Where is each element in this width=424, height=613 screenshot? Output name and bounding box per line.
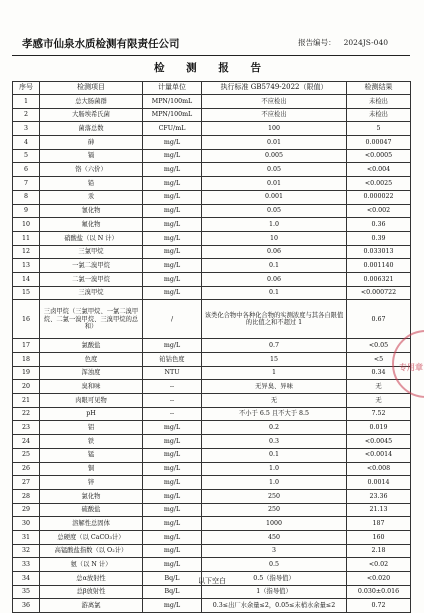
cell-item: 总硬度（以 CaCO₃计） (40, 530, 143, 544)
table-row (13, 122, 411, 136)
report-number-value: 2024JS-040 (343, 38, 388, 47)
cell-unit: mg/L (143, 476, 202, 490)
cell-no: 22 (13, 407, 40, 421)
cell-unit: mg/L (143, 163, 202, 177)
cell-result: 0.0014 (347, 476, 411, 490)
page-title: 检 测 报 告 (154, 62, 270, 74)
cell-unit: mg/L (143, 544, 202, 558)
stamp-text: 专用章 (399, 363, 423, 372)
table-row (13, 272, 411, 286)
cell-no: 20 (13, 380, 40, 394)
cell-standard: 0.005 (202, 149, 347, 163)
cell-unit: mg/L (143, 599, 202, 613)
table-row (13, 558, 411, 572)
cell-unit: mg/L (143, 272, 202, 286)
cell-item: 溶解性总固体 (40, 517, 143, 531)
cell-result: 0.001140 (347, 259, 411, 273)
cell-result: 0.033013 (347, 245, 411, 259)
cell-standard: 0.01 (202, 136, 347, 150)
table-row (13, 163, 411, 177)
table-row (13, 218, 411, 232)
cell-standard: 不应检出 (202, 108, 347, 122)
table-header-row (13, 82, 411, 95)
cell-item: 氨（以 N 计） (40, 558, 143, 572)
cell-result: <0.0025 (347, 177, 411, 191)
cell-standard: 该类化合物中各种化合物的实测浓度与其各自限值的比值之和不超过 1 (202, 300, 347, 339)
cell-standard: 0.06 (202, 245, 347, 259)
cell-result: <0.05 (347, 339, 411, 353)
cell-item: 铝 (40, 421, 143, 435)
table-row (13, 599, 411, 613)
cell-standard: 0.05 (202, 204, 347, 218)
cell-no: 27 (13, 476, 40, 490)
cell-item: 氯化物 (40, 489, 143, 503)
cell-unit: mg/L (143, 435, 202, 449)
cell-standard: 不应检出 (202, 95, 347, 109)
table-body (13, 95, 411, 613)
cell-result: <0.002 (347, 204, 411, 218)
cell-item: 铁 (40, 435, 143, 449)
cell-item: 铬（六价） (40, 163, 143, 177)
table-row (13, 407, 411, 421)
table-row (13, 503, 411, 517)
cell-result: 0.000022 (347, 190, 411, 204)
cell-unit: mg/L (143, 149, 202, 163)
cell-result: 0.00047 (347, 136, 411, 150)
table-row (13, 394, 411, 408)
cell-standard: 0.3≤出厂水余量≤2，0.05≤末梢水余量≤2 (202, 599, 347, 613)
report-number-label: 报告编号： (298, 38, 336, 47)
cell-result: 0.006321 (347, 272, 411, 286)
cell-item: 三卤甲烷（三氯甲烷、一氯二溴甲烷、二氯一溴甲烷、三溴甲烷的总和） (40, 300, 143, 339)
cell-item: pH (40, 407, 143, 421)
table-row (13, 149, 411, 163)
table-row (13, 476, 411, 490)
cell-no: 10 (13, 218, 40, 232)
col-header-no: 序号 (13, 82, 40, 95)
cell-standard: 0.3 (202, 435, 347, 449)
cell-standard: 0.2 (202, 421, 347, 435)
col-header-standard: 执行标准 GB5749-2022（限值） (202, 82, 347, 95)
cell-no: 3 (13, 122, 40, 136)
table-row (13, 108, 411, 122)
cell-item: 臭和味 (40, 380, 143, 394)
report-header (22, 36, 408, 52)
cell-standard: 不小于 6.5 且不大于 8.5 (202, 407, 347, 421)
table-row (13, 489, 411, 503)
cell-unit: mg/L (143, 136, 202, 150)
cell-result: <0.008 (347, 462, 411, 476)
cell-unit: CFU/mL (143, 122, 202, 136)
cell-standard: 1（指导值） (202, 585, 347, 599)
table-row (13, 190, 411, 204)
cell-unit: 铂钴色度 (143, 353, 202, 367)
cell-no: 17 (13, 339, 40, 353)
cell-result: 160 (347, 530, 411, 544)
cell-result: 未检出 (347, 95, 411, 109)
cell-item: 砷 (40, 136, 143, 150)
cell-result: 5 (347, 122, 411, 136)
cell-standard: 450 (202, 530, 347, 544)
table-row (13, 517, 411, 531)
cell-standard: 0.1 (202, 286, 347, 300)
table-row (13, 177, 411, 191)
table-row (13, 136, 411, 150)
table-row (13, 530, 411, 544)
cell-unit: mg/L (143, 259, 202, 273)
cell-standard: 0.01 (202, 177, 347, 191)
table-row (13, 245, 411, 259)
cell-unit: Bq/L (143, 585, 202, 599)
cell-result: <0.02 (347, 558, 411, 572)
cell-unit: mg/L (143, 462, 202, 476)
cell-result: 0.39 (347, 231, 411, 245)
cell-unit: mg/L (143, 190, 202, 204)
cell-unit: mg/L (143, 448, 202, 462)
cell-item: 铅 (40, 177, 143, 191)
cell-no: 36 (13, 599, 40, 613)
cell-unit: mg/L (143, 245, 202, 259)
cell-item: 一氯二溴甲烷 (40, 259, 143, 273)
cell-no: 2 (13, 108, 40, 122)
company-name: 孝感市仙泉水质检测有限责任公司 (22, 38, 180, 50)
table-row (13, 380, 411, 394)
cell-no: 28 (13, 489, 40, 503)
cell-item: 高锰酸盐指数（以 O₂计） (40, 544, 143, 558)
cell-standard: 0.5 (202, 558, 347, 572)
table-row (13, 353, 411, 367)
cell-standard: 1.0 (202, 476, 347, 490)
cell-unit: / (143, 300, 202, 339)
cell-item: 总α放射性 (40, 572, 143, 586)
cell-no: 13 (13, 259, 40, 273)
cell-item: 硝酸盐（以 N 计） (40, 231, 143, 245)
cell-no: 6 (13, 163, 40, 177)
cell-standard: 0.1 (202, 448, 347, 462)
cell-no: 15 (13, 286, 40, 300)
cell-standard: 无 (202, 394, 347, 408)
cell-no: 32 (13, 544, 40, 558)
cell-no: 19 (13, 366, 40, 380)
cell-unit: -- (143, 380, 202, 394)
cell-result: <0.020 (347, 572, 411, 586)
cell-result: <0.000722 (347, 286, 411, 300)
cell-item: 浑浊度 (40, 366, 143, 380)
cell-standard: 0.001 (202, 190, 347, 204)
table-row (13, 286, 411, 300)
cell-unit: mg/L (143, 503, 202, 517)
cell-result: 0.34 (347, 366, 411, 380)
cell-no: 34 (13, 572, 40, 586)
cell-standard: 15 (202, 353, 347, 367)
table-row (13, 231, 411, 245)
cell-result: 无 (347, 380, 411, 394)
report-number (298, 37, 388, 48)
cell-result: 0.67 (347, 300, 411, 339)
cell-result: 23.36 (347, 489, 411, 503)
header-divider (12, 55, 410, 56)
cell-result: 0.36 (347, 218, 411, 232)
cell-unit: mg/L (143, 218, 202, 232)
cell-unit: mg/L (143, 517, 202, 531)
cell-standard: 3 (202, 544, 347, 558)
cell-no: 5 (13, 149, 40, 163)
cell-no: 9 (13, 204, 40, 218)
cell-item: 锌 (40, 476, 143, 490)
cell-unit: -- (143, 407, 202, 421)
cell-no: 25 (13, 448, 40, 462)
results-table (12, 81, 411, 613)
cell-standard: 250 (202, 503, 347, 517)
cell-unit: -- (143, 394, 202, 408)
cell-no: 24 (13, 435, 40, 449)
cell-no: 23 (13, 421, 40, 435)
cell-result: 2.18 (347, 544, 411, 558)
cell-no: 7 (13, 177, 40, 191)
cell-result: <0.0005 (347, 149, 411, 163)
footer-note: 以下空白 (198, 577, 226, 585)
cell-result: 0.030±0.016 (347, 585, 411, 599)
cell-item: 总β放射性 (40, 585, 143, 599)
cell-standard: 1.0 (202, 462, 347, 476)
cell-item: 汞 (40, 190, 143, 204)
cell-no: 12 (13, 245, 40, 259)
cell-unit: mg/L (143, 530, 202, 544)
cell-unit: MPN/100mL (143, 108, 202, 122)
cell-standard: 0.7 (202, 339, 347, 353)
table-row (13, 204, 411, 218)
cell-no: 26 (13, 462, 40, 476)
cell-unit: mg/L (143, 339, 202, 353)
cell-result: <0.0014 (347, 448, 411, 462)
cell-standard: 0.1 (202, 259, 347, 273)
cell-unit: mg/L (143, 286, 202, 300)
cell-standard: 10 (202, 231, 347, 245)
cell-item: 硫酸盐 (40, 503, 143, 517)
cell-no: 16 (13, 300, 40, 339)
cell-unit: NTU (143, 366, 202, 380)
cell-item: 三氯甲烷 (40, 245, 143, 259)
cell-item: 二氯一溴甲烷 (40, 272, 143, 286)
cell-result: 21.13 (347, 503, 411, 517)
table-row (13, 300, 411, 339)
table-row (13, 462, 411, 476)
col-header-unit: 计量单位 (143, 82, 202, 95)
cell-result: 0.72 (347, 599, 411, 613)
cell-standard: 1.0 (202, 218, 347, 232)
table-row (13, 585, 411, 599)
cell-no: 11 (13, 231, 40, 245)
cell-unit: mg/L (143, 558, 202, 572)
cell-no: 1 (13, 95, 40, 109)
cell-result: <0.004 (347, 163, 411, 177)
cell-item: 氯酸盐 (40, 339, 143, 353)
cell-item: 大肠埃希氏菌 (40, 108, 143, 122)
cell-standard: 无异臭、异味 (202, 380, 347, 394)
table-row (13, 448, 411, 462)
cell-no: 18 (13, 353, 40, 367)
cell-result: <5 (347, 353, 411, 367)
cell-item: 游离氯 (40, 599, 143, 613)
cell-unit: mg/L (143, 177, 202, 191)
cell-item: 菌落总数 (40, 122, 143, 136)
cell-no: 33 (13, 558, 40, 572)
cell-unit: MPN/100mL (143, 95, 202, 109)
cell-result: 7.52 (347, 407, 411, 421)
cell-item: 三溴甲烷 (40, 286, 143, 300)
cell-result: 187 (347, 517, 411, 531)
cell-no: 4 (13, 136, 40, 150)
cell-no: 30 (13, 517, 40, 531)
table-row (13, 366, 411, 380)
cell-standard: 100 (202, 122, 347, 136)
cell-item: 镉 (40, 149, 143, 163)
table-row (13, 435, 411, 449)
cell-item: 总大肠菌群 (40, 95, 143, 109)
cell-item: 铜 (40, 462, 143, 476)
cell-standard: 1000 (202, 517, 347, 531)
cell-no: 31 (13, 530, 40, 544)
table-row (13, 259, 411, 273)
table-row (13, 421, 411, 435)
col-header-result: 检测结果 (347, 82, 411, 95)
cell-result: 无 (347, 394, 411, 408)
cell-unit: mg/L (143, 204, 202, 218)
cell-item: 氟化物 (40, 218, 143, 232)
cell-item: 色度 (40, 353, 143, 367)
cell-standard: 0.05 (202, 163, 347, 177)
cell-no: 29 (13, 503, 40, 517)
cell-item: 锰 (40, 448, 143, 462)
cell-standard: 250 (202, 489, 347, 503)
cell-no: 35 (13, 585, 40, 599)
cell-standard: 0.5（指导值） (202, 572, 347, 586)
table-row (13, 339, 411, 353)
cell-no: 14 (13, 272, 40, 286)
cell-standard: 1 (202, 366, 347, 380)
cell-result: <0.0045 (347, 435, 411, 449)
table-row (13, 544, 411, 558)
cell-unit: Bq/L (143, 572, 202, 586)
cell-unit: mg/L (143, 421, 202, 435)
cell-result: 未检出 (347, 108, 411, 122)
col-header-item: 检测项目 (40, 82, 143, 95)
cell-unit: mg/L (143, 231, 202, 245)
cell-result: 0.019 (347, 421, 411, 435)
cell-no: 21 (13, 394, 40, 408)
cell-item: 氰化物 (40, 204, 143, 218)
cell-standard: 0.06 (202, 272, 347, 286)
cell-no: 8 (13, 190, 40, 204)
cell-item: 肉眼可见物 (40, 394, 143, 408)
table-row (13, 95, 411, 109)
cell-unit: mg/L (143, 489, 202, 503)
